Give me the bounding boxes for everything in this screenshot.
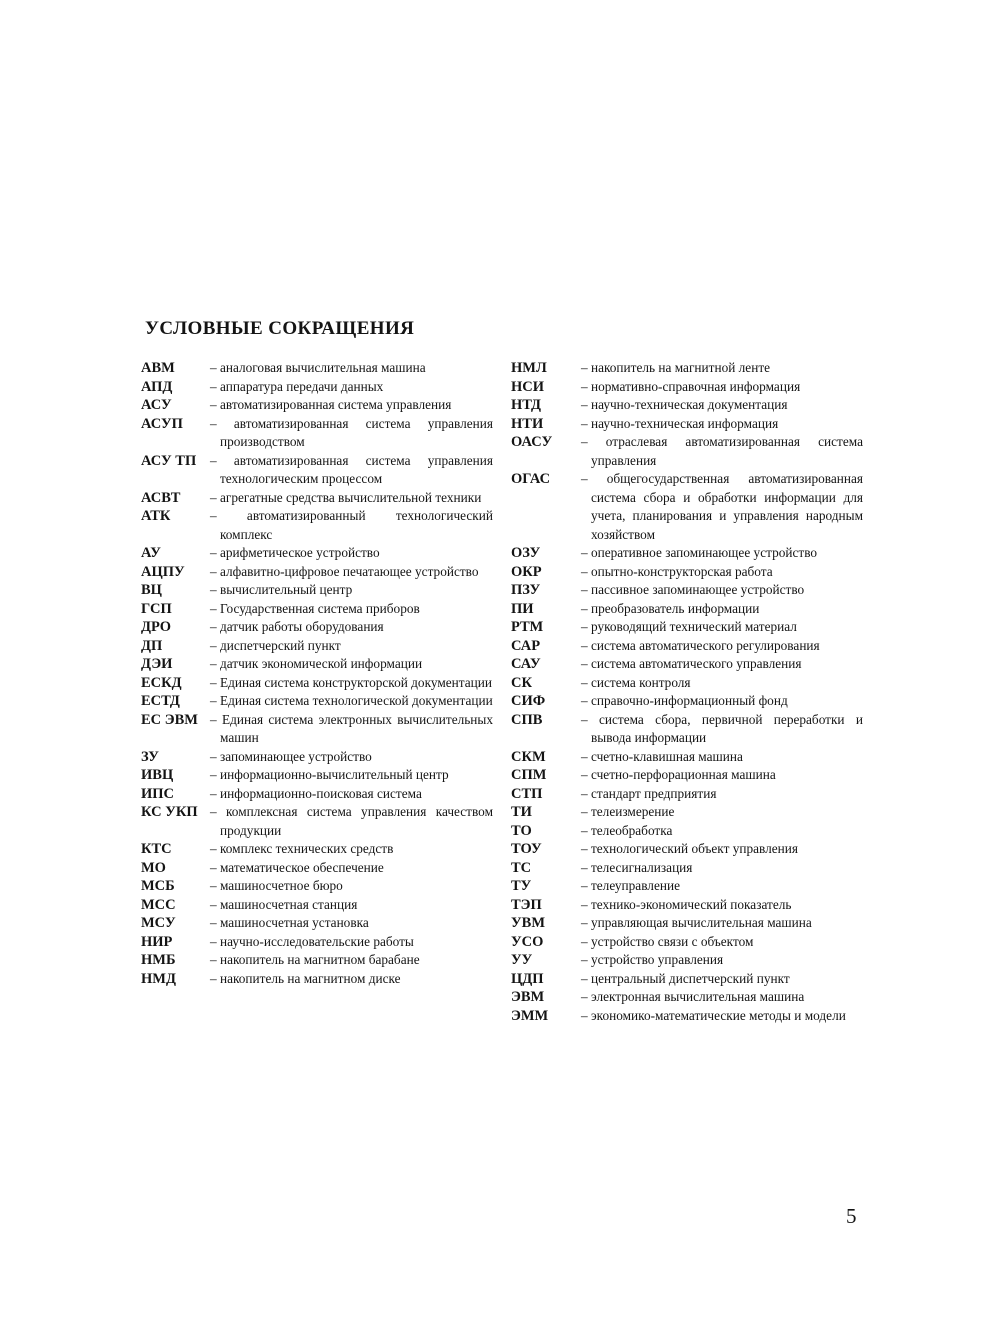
abbreviation-entry bbox=[511, 951, 863, 970]
abbreviation-definition: – Единая система технологической документации bbox=[210, 693, 493, 708]
abbreviation-entry bbox=[141, 951, 493, 970]
abbreviation-term: ТИ bbox=[511, 804, 532, 820]
abbreviation-definition: – накопитель на магнитном диске bbox=[210, 970, 401, 986]
abbreviation-entry bbox=[141, 655, 493, 674]
abbreviation-entry bbox=[141, 507, 493, 544]
abbreviation-term: СКМ bbox=[511, 748, 546, 765]
abbreviation-term: МСС bbox=[141, 896, 176, 913]
abbreviation-entry bbox=[141, 637, 493, 656]
abbreviation-entry bbox=[511, 766, 863, 785]
abbreviation-entry bbox=[511, 988, 863, 1007]
abbreviation-definition: – пассивное запоминающее устройство bbox=[581, 582, 805, 597]
abbreviation-definition: – система автоматического регулирования bbox=[581, 637, 820, 653]
abbreviation-definition: – Единая система конструкторской документации bbox=[210, 674, 492, 690]
page-number: 5 bbox=[846, 1204, 857, 1228]
abbreviation-entry bbox=[141, 859, 493, 878]
abbreviation-entry bbox=[511, 378, 863, 397]
abbreviation-definition: – запоминающее устройство bbox=[210, 748, 372, 764]
abbreviation-entry bbox=[511, 600, 863, 619]
abbreviation-definition: – датчик работы оборудования bbox=[210, 619, 384, 634]
abbreviation-entry bbox=[511, 914, 863, 933]
abbreviation-term: ЗУ bbox=[141, 748, 159, 765]
abbreviation-term: НМД bbox=[141, 970, 176, 987]
abbreviation-entry bbox=[511, 433, 863, 470]
abbreviation-entry bbox=[141, 544, 493, 563]
abbreviation-definition: – преобразователь информации bbox=[581, 600, 760, 616]
abbreviation-term: КС УКП bbox=[141, 804, 198, 820]
abbreviation-entry bbox=[511, 785, 863, 804]
abbreviation-definition: – вычислительный центр bbox=[210, 582, 353, 597]
abbreviation-entry bbox=[511, 803, 863, 822]
abbreviation-term: ПЗУ bbox=[511, 582, 541, 598]
abbreviation-term: ТС bbox=[511, 859, 532, 876]
abbreviation-definition: – аппаратура передачи данных bbox=[210, 378, 384, 394]
abbreviation-definition: – телеизмерение bbox=[581, 804, 675, 819]
abbreviation-term: ПИ bbox=[511, 600, 534, 617]
abbreviation-term: МСУ bbox=[141, 915, 176, 931]
abbreviation-term: ДП bbox=[141, 637, 163, 654]
abbreviation-definition: – экономико-математические методы и модели bbox=[581, 1007, 846, 1023]
abbreviation-entry bbox=[141, 692, 493, 711]
abbreviation-definition: – датчик экономической информации bbox=[210, 656, 423, 671]
abbreviation-term: АСВТ bbox=[141, 489, 181, 506]
abbreviation-entry bbox=[141, 803, 493, 840]
abbreviation-term: ТОУ bbox=[511, 841, 542, 857]
abbreviation-term: НСИ bbox=[511, 378, 545, 395]
abbreviation-term: ЕС ЭВМ bbox=[141, 711, 198, 728]
abbreviation-term: КТС bbox=[141, 841, 172, 857]
abbreviation-term: АСУП bbox=[141, 415, 183, 432]
abbreviation-term: УУ bbox=[511, 952, 533, 968]
abbreviation-entry bbox=[141, 600, 493, 619]
abbreviation-term: СК bbox=[511, 674, 532, 691]
abbreviation-definition: – накопитель на магнитной ленте bbox=[581, 360, 771, 375]
abbreviation-term: ОАСУ bbox=[511, 434, 553, 450]
abbreviation-entry bbox=[511, 581, 863, 600]
abbreviation-entry bbox=[141, 877, 493, 896]
abbreviation-term: НТИ bbox=[511, 415, 544, 432]
abbreviation-definition: – нормативно-справочная информация bbox=[581, 378, 801, 394]
abbreviation-term: УСО bbox=[511, 933, 544, 950]
abbreviation-entry bbox=[511, 637, 863, 656]
abbreviation-definition: – руководящий технический материал bbox=[581, 619, 797, 634]
abbreviation-term: ОГАС bbox=[511, 471, 551, 487]
abbreviation-definition: – счетно-клавишная машина bbox=[581, 748, 743, 764]
abbreviation-entry bbox=[141, 970, 493, 989]
abbreviation-entry bbox=[511, 877, 863, 896]
abbreviation-term: СПМ bbox=[511, 767, 547, 783]
abbreviation-entry bbox=[141, 914, 493, 933]
abbreviation-entry bbox=[511, 692, 863, 711]
abbreviation-definition: – отраслевая автоматизированная система управления bbox=[581, 434, 863, 468]
abbreviation-term: ЦДП bbox=[511, 970, 544, 987]
abbreviation-definition: – телесигнализация bbox=[581, 859, 693, 875]
abbreviation-entry bbox=[511, 396, 863, 415]
abbreviation-term: ЭММ bbox=[511, 1007, 549, 1024]
abbreviation-term: РТМ bbox=[511, 619, 544, 635]
abbreviation-term: НИР bbox=[141, 933, 173, 950]
abbreviation-definition: – счетно-перфорационная машина bbox=[581, 767, 776, 782]
abbreviation-entry bbox=[511, 748, 863, 767]
abbreviation-entry bbox=[141, 785, 493, 804]
abbreviation-entry bbox=[511, 859, 863, 878]
abbreviation-definition: – научно-исследовательские работы bbox=[210, 933, 414, 949]
abbreviation-term: УВМ bbox=[511, 915, 545, 931]
abbreviation-term: ДЭИ bbox=[141, 656, 173, 672]
abbreviation-term: ОКР bbox=[511, 563, 542, 580]
abbreviation-term: ГСП bbox=[141, 600, 172, 617]
abbreviation-term: АВМ bbox=[141, 360, 175, 376]
abbreviation-entry bbox=[511, 970, 863, 989]
abbreviation-entry bbox=[141, 415, 493, 452]
abbreviation-definition: – автоматизированная система управления технологическим процессом bbox=[210, 452, 493, 486]
abbreviation-definition: – математическое обеспечение bbox=[210, 859, 384, 875]
abbreviation-entry bbox=[511, 822, 863, 841]
abbreviation-term: ИВЦ bbox=[141, 767, 174, 783]
abbreviation-definition: – информационно-поисковая система bbox=[210, 785, 422, 801]
abbreviation-definition: – научно-техническая документация bbox=[581, 397, 788, 412]
abbreviation-definition: – стандарт предприятия bbox=[581, 785, 717, 801]
abbreviation-definition: – автоматизированная система управления bbox=[210, 397, 452, 412]
abbreviation-definition: – комплекс технических средств bbox=[210, 841, 394, 856]
abbreviation-entry bbox=[511, 655, 863, 674]
abbreviation-definition: – управляющая вычислительная машина bbox=[581, 915, 812, 930]
abbreviation-entry bbox=[511, 1007, 863, 1026]
abbreviation-definition: – общегосударственная автоматизированная система сбора и обработки информации для учета, планирования и управления народным хозяйством bbox=[581, 471, 863, 542]
abbreviation-entry bbox=[141, 618, 493, 637]
abbreviations-right-column bbox=[511, 359, 863, 1025]
abbreviation-definition: – накопитель на магнитном барабане bbox=[210, 952, 420, 967]
abbreviation-entry bbox=[141, 359, 493, 378]
abbreviation-entry bbox=[141, 766, 493, 785]
abbreviation-definition: – технологический объект управления bbox=[581, 841, 799, 856]
abbreviation-entry bbox=[141, 711, 493, 748]
abbreviation-definition: – машиносчетное бюро bbox=[210, 878, 343, 893]
abbreviation-definition: – система автоматического управления bbox=[581, 656, 802, 671]
abbreviation-term: АЦПУ bbox=[141, 563, 185, 580]
abbreviation-definition: – телеобработка bbox=[581, 822, 673, 838]
abbreviation-entry bbox=[511, 933, 863, 952]
abbreviation-term: ТУ bbox=[511, 878, 532, 894]
abbreviation-term: МСБ bbox=[141, 878, 175, 894]
abbreviation-term: НМБ bbox=[141, 952, 176, 968]
abbreviation-term: ОЗУ bbox=[511, 545, 541, 561]
abbreviation-definition: – автоматизированный технологический комплекс bbox=[210, 508, 493, 542]
abbreviation-definition: – диспетчерский пункт bbox=[210, 637, 341, 653]
abbreviation-term: ТО bbox=[511, 822, 532, 839]
abbreviation-entry bbox=[511, 359, 863, 378]
abbreviation-definition: – технико-экономический показатель bbox=[581, 896, 792, 912]
abbreviation-entry bbox=[141, 563, 493, 582]
abbreviation-definition: – устройство связи с объектом bbox=[581, 933, 754, 949]
abbreviation-definition: – автоматизированная система управления производством bbox=[210, 415, 493, 449]
abbreviation-definition: – система сбора, первичной переработки и вывода информации bbox=[581, 711, 863, 745]
abbreviation-definition: – телеуправление bbox=[581, 878, 680, 893]
abbreviation-definition: – агрегатные средства вычислительной техники bbox=[210, 489, 482, 505]
abbreviation-entry bbox=[511, 470, 863, 544]
abbreviation-entry bbox=[511, 674, 863, 693]
abbreviation-term: САР bbox=[511, 637, 541, 654]
abbreviation-entry bbox=[141, 674, 493, 693]
abbreviation-entry bbox=[511, 544, 863, 563]
abbreviation-term: СПВ bbox=[511, 711, 543, 728]
abbreviation-term: НТД bbox=[511, 397, 542, 413]
abbreviation-definition: – машиносчетная установка bbox=[210, 915, 369, 930]
abbreviation-term: ТЭП bbox=[511, 896, 542, 913]
abbreviation-entry bbox=[141, 378, 493, 397]
abbreviation-term: ЕСКД bbox=[141, 674, 182, 691]
abbreviation-definition: – центральный диспетчерский пункт bbox=[581, 970, 790, 986]
abbreviation-term: АСУ bbox=[141, 397, 172, 413]
abbreviation-entry bbox=[511, 415, 863, 434]
abbreviation-definition: – Государственная система приборов bbox=[210, 600, 420, 616]
abbreviation-term: ДРО bbox=[141, 619, 172, 635]
abbreviation-term: ВЦ bbox=[141, 582, 162, 598]
abbreviation-entry bbox=[141, 489, 493, 508]
abbreviation-definition: – система контроля bbox=[581, 674, 691, 690]
abbreviation-entry bbox=[141, 396, 493, 415]
abbreviation-term: АТК bbox=[141, 508, 171, 524]
abbreviation-definition: – устройство управления bbox=[581, 952, 724, 967]
abbreviation-definition: – информационно-вычислительный центр bbox=[210, 767, 449, 782]
abbreviation-entry bbox=[141, 840, 493, 859]
abbreviation-definition: – машиносчетная станция bbox=[210, 896, 358, 912]
abbreviation-term: МО bbox=[141, 859, 166, 876]
abbreviation-entry bbox=[511, 618, 863, 637]
page-title: УСЛОВНЫЕ СОКРАЩЕНИЯ bbox=[145, 318, 415, 339]
abbreviation-definition: – комплексная система управления качеством продукции bbox=[210, 804, 493, 838]
abbreviation-definition: – алфавитно-цифровое печатающее устройство bbox=[210, 563, 479, 579]
abbreviation-definition: – аналоговая вычислительная машина bbox=[210, 360, 426, 375]
abbreviation-entry bbox=[141, 896, 493, 915]
abbreviations-left-column bbox=[141, 359, 493, 988]
abbreviation-definition: – арифметическое устройство bbox=[210, 545, 380, 560]
abbreviation-term: АСУ ТП bbox=[141, 452, 197, 469]
abbreviation-entry bbox=[141, 933, 493, 952]
abbreviation-entry bbox=[511, 711, 863, 748]
abbreviation-term: СИФ bbox=[511, 693, 546, 709]
abbreviation-definition: – опытно-конструкторская работа bbox=[581, 563, 773, 579]
abbreviation-term: ЭВМ bbox=[511, 989, 545, 1005]
abbreviation-definition: – оперативное запоминающее устройство bbox=[581, 545, 818, 560]
abbreviation-term: ЕСТД bbox=[141, 693, 180, 709]
abbreviation-entry bbox=[511, 840, 863, 859]
abbreviation-term: СТП bbox=[511, 785, 543, 802]
abbreviation-entry bbox=[141, 581, 493, 600]
abbreviation-term: АПД bbox=[141, 378, 173, 395]
abbreviation-term: АУ bbox=[141, 545, 161, 561]
abbreviation-entry bbox=[141, 452, 493, 489]
abbreviation-definition: – научно-техническая информация bbox=[581, 415, 779, 431]
abbreviation-entry bbox=[141, 748, 493, 767]
abbreviation-term: ИПС bbox=[141, 785, 175, 802]
abbreviation-term: НМЛ bbox=[511, 360, 547, 376]
abbreviation-definition: – справочно-информационный фонд bbox=[581, 693, 788, 708]
abbreviation-term: САУ bbox=[511, 656, 541, 672]
abbreviation-entry bbox=[511, 896, 863, 915]
abbreviation-definition: – Единая система электронных вычислительных машин bbox=[210, 711, 493, 745]
abbreviation-entry bbox=[511, 563, 863, 582]
abbreviation-definition: – электронная вычислительная машина bbox=[581, 989, 805, 1004]
